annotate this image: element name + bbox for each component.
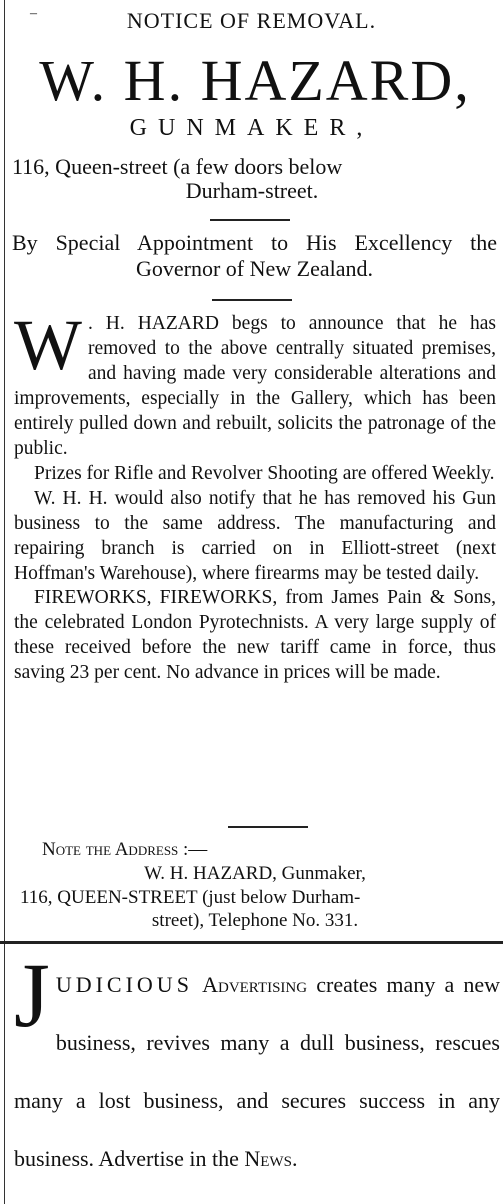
paragraph-2: Prizes for Rifle and Revolver Shooting are offered Weekly.: [34, 462, 495, 484]
notice-mark: –: [30, 6, 37, 21]
section-rule: [0, 941, 503, 944]
address-line-2: Durham-street.: [185, 178, 319, 204]
address-block: [12, 155, 492, 203]
note-line-2: W. H. HAZARD, Gunmaker,: [144, 862, 366, 884]
divider-rule: [212, 299, 292, 301]
note-label: Note the Address :—: [42, 839, 208, 860]
divider-rule: [210, 219, 290, 221]
appointment-text: By Special Appointment to His Excellency the Governor of New Zealand.: [12, 230, 497, 282]
paragraph-4: FIREWORKS, FIREWORKS, from James Pain & Sons, the celebrated London Pyrotechnists. A very large supply of these received before the new tariff came in force, thus saving 23 per cent. No advance in prices will be made.: [14, 587, 496, 684]
drop-cap: W: [14, 305, 82, 385]
address-line-1: 116, Queen-street (a few doors below: [12, 154, 343, 179]
note-line-3: 116, QUEEN-STREET (just below Durham-: [20, 886, 361, 908]
drop-cap: J: [14, 944, 50, 1046]
newspaper-name: News: [244, 1146, 292, 1171]
trade-title: GUNMAKER,: [129, 115, 374, 141]
column-rule: [4, 0, 5, 1204]
paragraph-1-text: . H. HAZARD begs to announce that he has removed to the above centrally situated premises, and having made very considerable alterations and improvements, especially in the Gallery, which has been entirely pulled down and rebuilt, solicits the patronage of the public.: [14, 313, 496, 459]
judicious-end: .: [291, 1146, 298, 1171]
judicious-text: creates many a new business, revives many a dull business, rescues many a lost business, and secures success in any business. Advertise in the: [14, 972, 501, 1171]
divider-rule: [228, 826, 308, 828]
judicious-lead: UDICIOUS: [55, 972, 193, 997]
paragraph-1: [14, 305, 496, 462]
judicious-word: Advertising: [202, 972, 308, 997]
notice-heading: NOTICE OF REMOVAL.: [126, 8, 377, 33]
address-note: [14, 838, 496, 933]
business-name: W. H. HAZARD,: [39, 48, 471, 113]
judicious-advertising-notice: [14, 944, 501, 1188]
paragraph-3: W. H. H. would also notify that he has removed his Gun business to the same address. The manufacturing and repairing branch is carried on in Elliott-street (next Hoffman's Warehouse), where firearms may be tested daily.: [14, 487, 496, 584]
announcement-body: [14, 305, 496, 686]
note-line-4: street), Telephone No. 331.: [151, 910, 359, 932]
